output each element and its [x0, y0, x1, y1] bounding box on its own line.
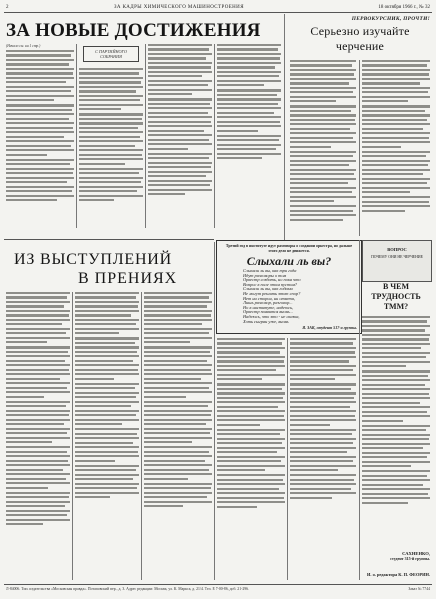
side-title-line3: ТММ?	[383, 302, 409, 311]
masthead-text: ЗА КАДРЫ ХИМИЧЕСКОГО МАШИНОСТРОЕНИЯ	[114, 5, 244, 10]
poem-line: Не могут решить этот спор?	[243, 290, 301, 296]
side-title-line1: В ЧЕМ	[382, 282, 410, 291]
poem-line: Оркестр создать, но пока что	[243, 277, 301, 283]
poem-line: Идут разговоры о том	[243, 272, 287, 278]
poem-title: Слыхали ль вы?	[246, 254, 332, 268]
text-block	[148, 44, 212, 195]
left-article-title: ЗА НОВЫЕ ДОСТИЖЕНИЯ	[6, 20, 261, 41]
poem-box	[216, 240, 362, 334]
side-sign-group: студент 315-й группы.	[390, 556, 430, 561]
poem-line: Слыхали ль вы, как три года	[243, 268, 297, 273]
left-article-col-4	[217, 44, 281, 194]
poem-line: Лишь разговор, разговор...	[243, 300, 293, 306]
text-block	[217, 338, 285, 508]
debates-title-line1: ИЗ ВЫСТУПЛЕНИЙ	[14, 251, 173, 268]
right-article-col-2	[362, 60, 430, 236]
text-block	[6, 292, 70, 525]
text-block	[144, 292, 212, 507]
debates-title-line2: В ПРЕНИЯХ	[78, 270, 178, 287]
side-rubric: ВОПРОС	[387, 247, 407, 252]
text-block	[79, 68, 143, 201]
text-block	[6, 50, 74, 201]
poem-line: Вопрос в поле этом пустом?	[243, 281, 298, 287]
poem-line: Слыхали ль вы, как годами	[243, 286, 293, 292]
debates-col-2	[75, 292, 139, 580]
order-number: Заказ № 7744	[408, 587, 430, 591]
poem-intro: Третий год в институте идут разговоры о создании оркестра, но дальше этого дело не движется.	[225, 244, 353, 253]
left-article-col-3	[148, 44, 212, 230]
side-sign-name: САХНЕНКО,	[402, 551, 430, 556]
side-title	[362, 282, 430, 312]
left-article-col-1	[6, 44, 74, 230]
party-meeting-rubric: С ПАРТИЙНОГО СОБРАНИЯ	[83, 46, 139, 62]
left-article-col-2	[79, 44, 143, 230]
middle-col-1	[217, 338, 285, 580]
page-number: 2	[6, 5, 9, 10]
printing-info: Л-84006. Тип. издательства «Московская правда». Потаповский пер., д. 3. Адрес редакции: Москва, ул. К. Маркса, д. 21/4. Тел. Е 7-00-86, доб. 21-296.	[6, 587, 249, 591]
text-block	[75, 292, 139, 498]
text-block	[217, 44, 281, 159]
side-article-col	[362, 316, 430, 548]
poem-line: Надеюсь, что это - не сказка,	[243, 313, 300, 319]
poem-line: Но в институте, надеюсь,	[243, 304, 294, 310]
continuation-note: (Начало см. на 1 стр.)	[6, 44, 41, 48]
issue-date: 18 октября 1966 г., № 32	[378, 5, 430, 10]
text-block	[362, 60, 430, 212]
page-header	[4, 3, 432, 13]
text-block	[362, 316, 430, 504]
right-article-title-line2: черчение	[335, 39, 385, 53]
right-article-kicker: ПЕРВОКУРСНИК, ПРОЧТИ!	[351, 16, 430, 22]
side-title-line2: ТРУДНОСТЬ	[371, 292, 421, 301]
side-rubric-2: ПОЧЕМУ ОНИ НЕ ЧЕРЧЕНИЕ	[371, 255, 423, 259]
debates-col-1	[6, 292, 70, 580]
acting-editor: И. о. редактора К. П. ФЕОРИН.	[366, 572, 430, 577]
poem-author: Я. ЗАК, студент 517-а группы.	[302, 325, 357, 330]
poem-line: Оркестр появится вновь...	[243, 309, 293, 315]
right-article-col-1	[290, 60, 356, 236]
right-article-title-line1: Серьезно изучайте	[310, 24, 410, 38]
debates-col-3	[144, 292, 212, 580]
side-rubric-box	[362, 240, 432, 282]
page-footer	[4, 584, 432, 595]
poem-line: Нет ни сторон, ни ответа,	[243, 295, 296, 301]
poem-lines	[243, 269, 353, 324]
poem-line: Хоть сыгран уже, вновь	[243, 318, 289, 324]
middle-col-2	[290, 338, 356, 580]
text-block	[290, 338, 356, 499]
side-signature	[362, 551, 430, 561]
text-block	[290, 60, 356, 221]
